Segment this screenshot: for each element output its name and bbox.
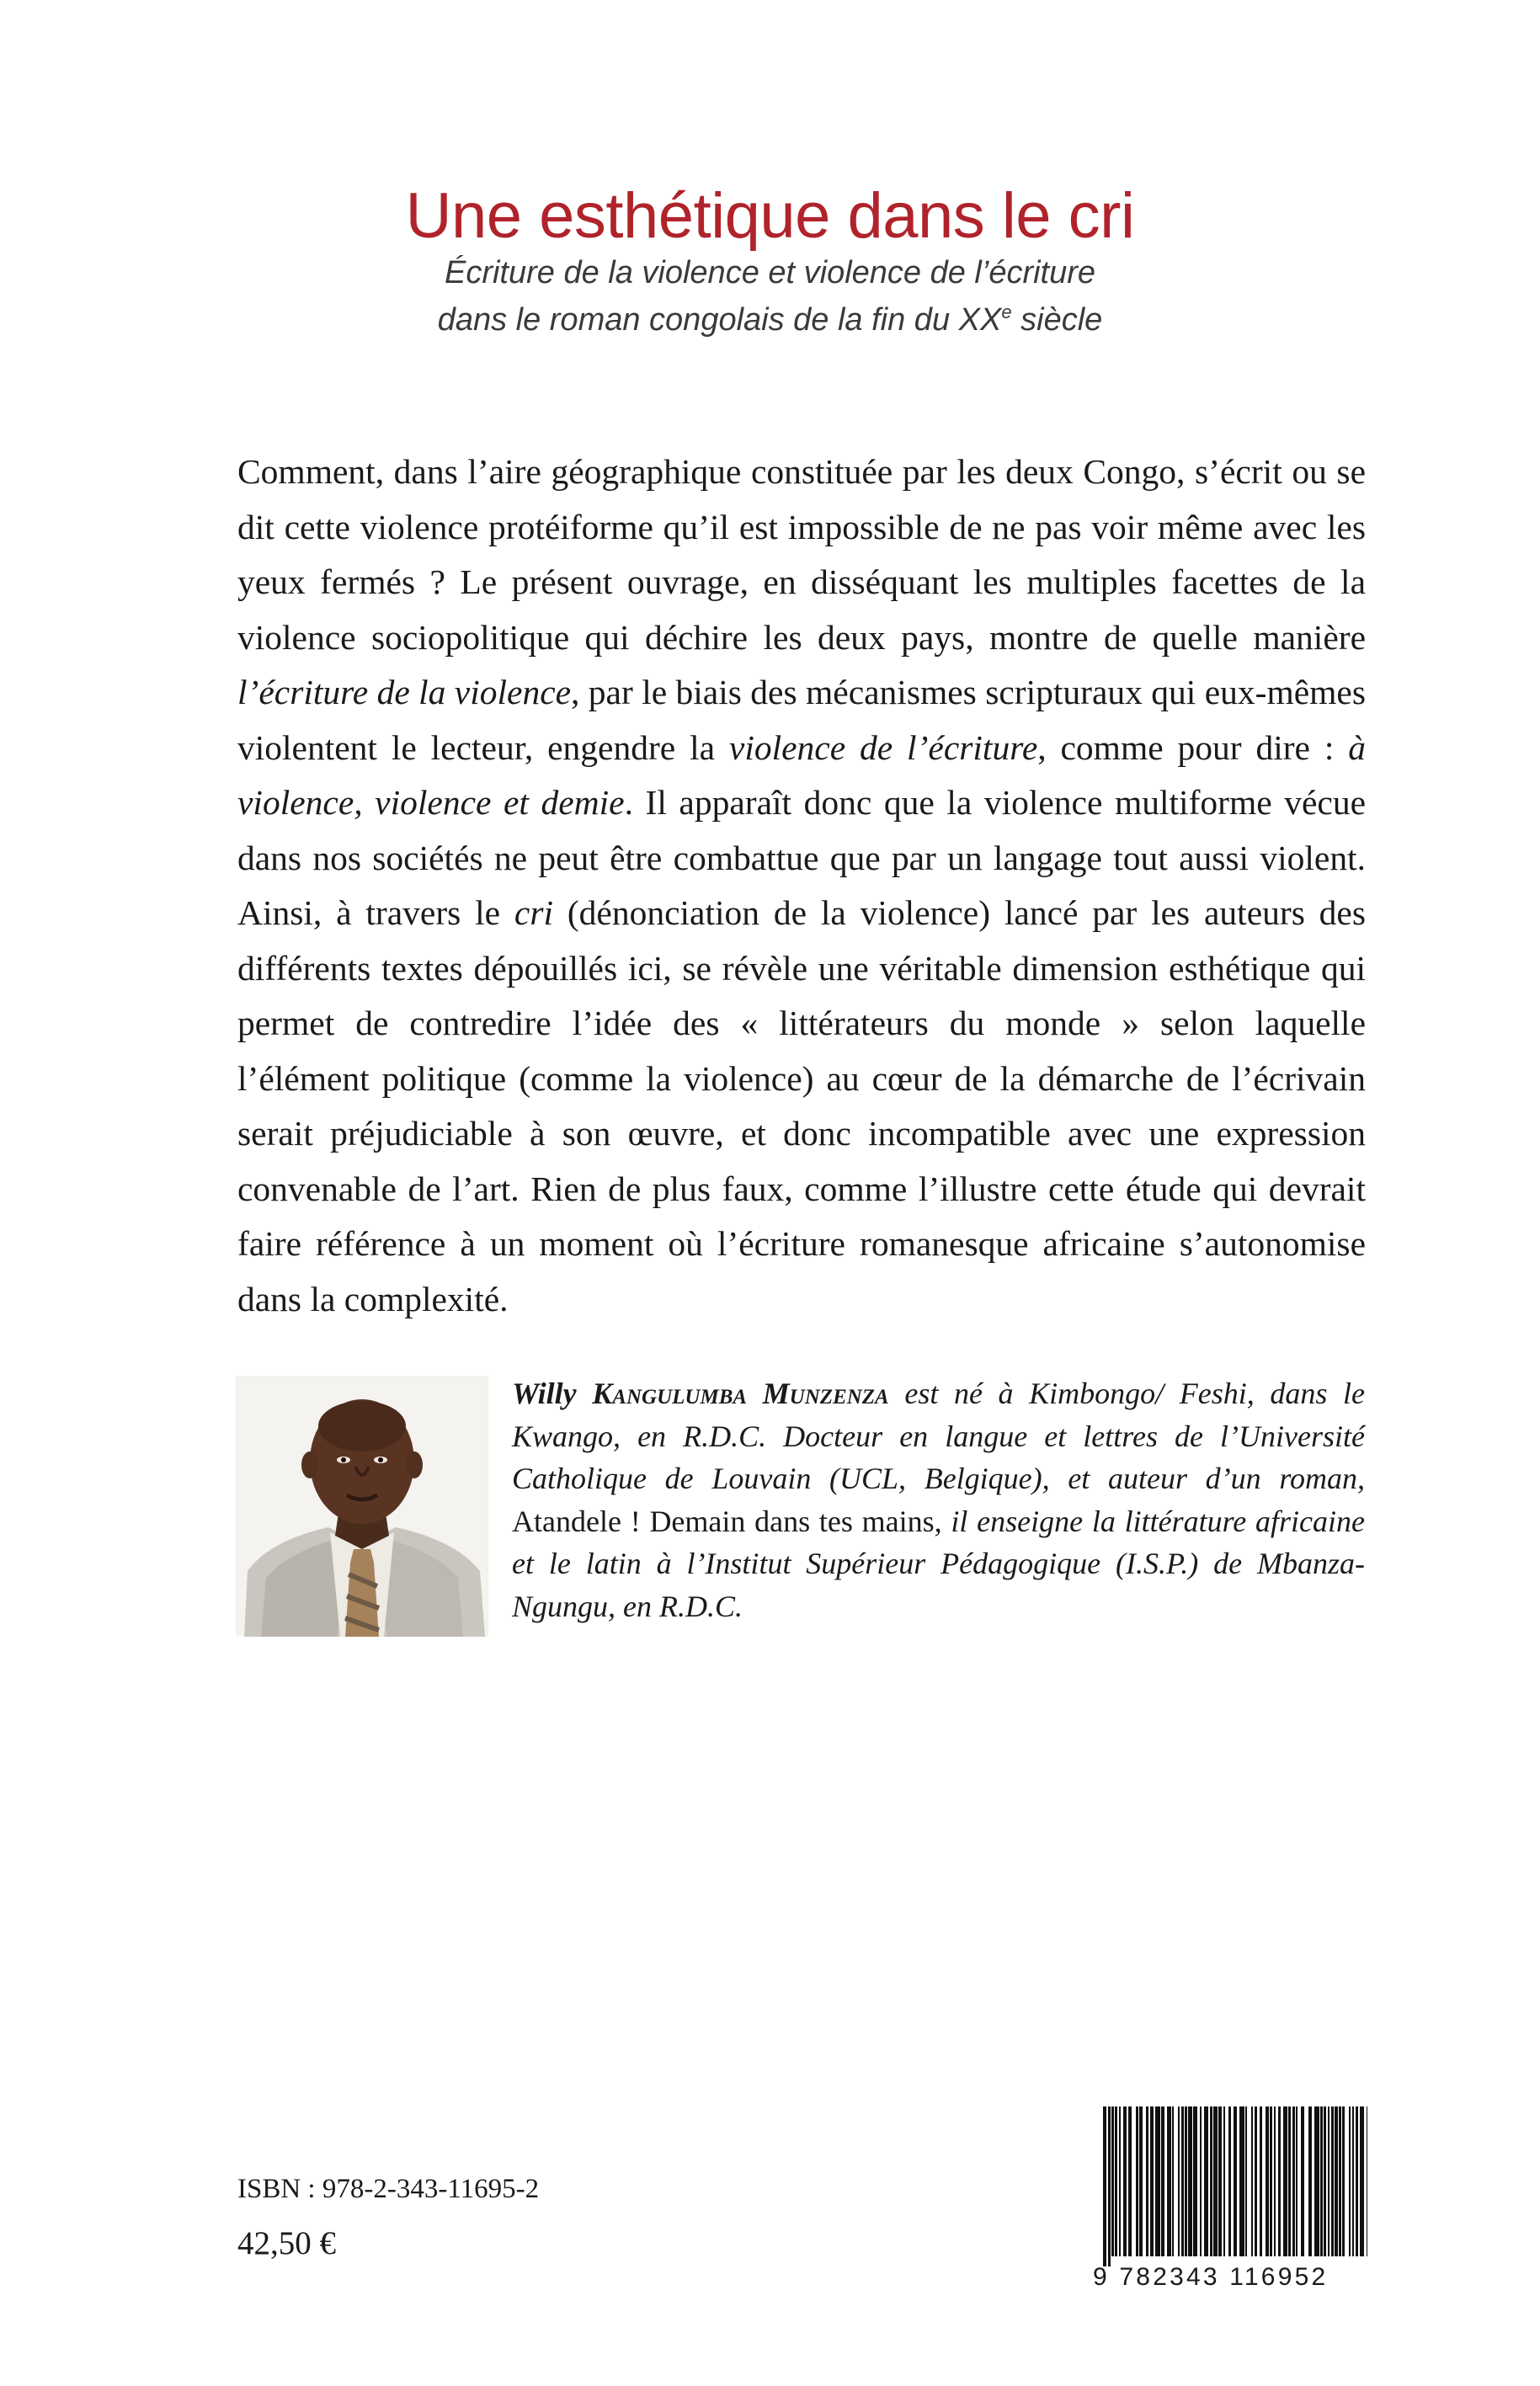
- barcode-bar: [1320, 2106, 1323, 2256]
- barcode-bar: [1167, 2106, 1171, 2256]
- author-first-name: Willy: [512, 1377, 577, 1410]
- author-photo: [236, 1376, 488, 1637]
- abstract-text-3: , comme pour dire :: [1037, 727, 1349, 767]
- barcode-bar: [1270, 2106, 1272, 2256]
- barcode-bar: [1119, 2106, 1121, 2256]
- barcode-bar: [1288, 2106, 1291, 2256]
- barcode-bar: [1339, 2106, 1341, 2256]
- barcode-bar: [1278, 2106, 1281, 2256]
- barcode-bar: [1283, 2106, 1287, 2256]
- barcode-bar: [1335, 2106, 1338, 2256]
- book-title: Une esthétique dans le cri: [405, 179, 1135, 252]
- barcode-bar: [1213, 2106, 1218, 2256]
- barcode-bar: [1331, 2106, 1334, 2256]
- barcode-bar: [1349, 2106, 1351, 2256]
- subtitle-century: XX: [958, 302, 1002, 338]
- author-portrait-icon: [236, 1376, 488, 1637]
- subtitle-line-2-start: dans le roman congolais de la fin du: [437, 302, 959, 338]
- barcode-bar: [1251, 2106, 1253, 2256]
- barcode-bar: [1314, 2106, 1319, 2256]
- barcode-bar: [1342, 2106, 1345, 2256]
- barcode-bar: [1204, 2106, 1208, 2256]
- barcode-bar: [1239, 2106, 1244, 2256]
- barcode-bar: [1324, 2106, 1326, 2256]
- barcode-bar: [1128, 2106, 1132, 2256]
- barcode-bar: [1200, 2106, 1202, 2256]
- barcode-bar: [1161, 2106, 1164, 2256]
- author-bio-paragraph: [512, 1372, 1365, 1627]
- barcode-bar: [1356, 2106, 1358, 2256]
- barcode-bar: [1150, 2106, 1154, 2256]
- barcode-bar: [1178, 2106, 1180, 2256]
- barcode-bar: [1172, 2106, 1174, 2256]
- barcode: [1101, 2106, 1371, 2283]
- barcode-bar: [1292, 2106, 1295, 2256]
- barcode-bar: [1308, 2106, 1312, 2256]
- barcode-bar: [1115, 2106, 1117, 2256]
- barcode-bar: [1255, 2106, 1257, 2256]
- author-bio: [512, 1372, 1365, 1627]
- barcode-bar: [1274, 2106, 1276, 2256]
- barcode-bar: [1301, 2106, 1304, 2256]
- barcode-bar: [1228, 2106, 1231, 2256]
- barcode-bar: [1123, 2106, 1127, 2256]
- barcode-bar: [1234, 2106, 1237, 2256]
- barcode-bar: [1188, 2106, 1192, 2256]
- barcode-bar: [1136, 2106, 1138, 2256]
- abstract-italic-2: violence de l’écriture: [728, 727, 1038, 767]
- barcode-bar: [1245, 2106, 1247, 2256]
- author-last-name: Kangulumba Munzenza: [592, 1377, 889, 1410]
- abstract-italic-4: cri: [514, 893, 554, 932]
- subtitle-line-2: [0, 296, 1540, 344]
- barcode-bar: [1328, 2106, 1330, 2256]
- barcode-bar: [1360, 2106, 1364, 2256]
- abstract-italic-1: l’écriture de la violence: [237, 673, 572, 711]
- abstract-italic-3: à violence, violence et demie: [237, 727, 1366, 822]
- barcode-bar: [1155, 2106, 1160, 2256]
- abstract-text-2: , par le biais des mécanismes scripturaux qui eux-mêmes violentent le lecteur, engendre la: [237, 673, 1367, 767]
- barcode-bar: [1218, 2106, 1222, 2256]
- barcode-bar: [1210, 2106, 1212, 2256]
- barcode-bar: [1185, 2106, 1187, 2256]
- barcode-bar: [1352, 2106, 1354, 2256]
- abstract-text-5: (dénonciation de la violence) lancé par les auteurs des différents textes dépouillés ici, se révèle une véritable dimension esthétique qui permet de contredire l’idée des « littérateurs du monde » selon laquelle l’élément politique (comme la violence) au cœur de la démarche de l’écrivain serait préjudiciable à son œuvre, et donc incompatible avec une expression convenable de l’art. Rien de plus faux, comme l’illustre cette étude qui devrait faire référence à un moment où l’écriture romanesque africaine s’autonomise dans la complexité.: [237, 893, 1366, 1318]
- subtitle-century-sup: e: [1001, 301, 1012, 322]
- author-novel-title: Atandele ! Demain dans tes mains: [512, 1504, 935, 1538]
- barcode-bar: [1111, 2106, 1114, 2256]
- barcode-bar: [1223, 2106, 1225, 2256]
- barcode-bar: [1266, 2106, 1269, 2256]
- barcode-bar: [1296, 2106, 1298, 2256]
- barcode-bar: [1139, 2106, 1143, 2256]
- author-bio-text-1: est né à Kimbongo/ Feshi, dans le Kwango, en R.D.C. Docteur en langue et lettres de l’Université Catholique de Louvain (UCL, Belgique), et auteur d’un roman,: [512, 1377, 1366, 1495]
- barcode-bar: [1181, 2106, 1184, 2256]
- abstract-text-1: Comment, dans l’aire géographique constituée par les deux Congo, s’écrit ou se dit cette violence protéiforme qu’il est impossible de ne pas voir même avec les yeux fermés ? Le présent ouvrage, en disséquant les multiples facettes de la violence sociopolitique qui déchire les deux pays, montre de quelle manière: [237, 452, 1366, 657]
- book-subtitle: [0, 249, 1540, 344]
- author-bio-text-2: , il enseigne la littérature africaine et le latin à l’Institut Supérieur Pédagogique (I.S.P.) de Mbanza-Ngungu, en R.D.C.: [512, 1504, 1365, 1623]
- barcode-icon: [1101, 2106, 1371, 2266]
- isbn: ISBN : 978-2-343-11695-2: [237, 2174, 540, 2204]
- price: 42,50 €: [237, 2225, 336, 2261]
- barcode-bar: [1103, 2106, 1106, 2266]
- barcode-bar: [1108, 2106, 1111, 2266]
- barcode-bar: [1193, 2106, 1197, 2256]
- barcode-digits: 9 782343 116952: [1093, 2263, 1329, 2291]
- barcode-bar: [1260, 2106, 1262, 2256]
- book-abstract: [237, 445, 1366, 1327]
- subtitle-line-1: Écriture de la violence et violence de l’écriture: [444, 255, 1096, 290]
- abstract-text-4: . Il apparaît donc que la violence multiforme vécue dans nos sociétés ne peut être combattue que par un langage tout aussi violent. Ainsi, à travers le: [237, 783, 1366, 932]
- barcode-bar: [1146, 2106, 1148, 2256]
- abstract-paragraph: [237, 445, 1366, 1327]
- subtitle-line-2-end: siècle: [1011, 302, 1103, 338]
